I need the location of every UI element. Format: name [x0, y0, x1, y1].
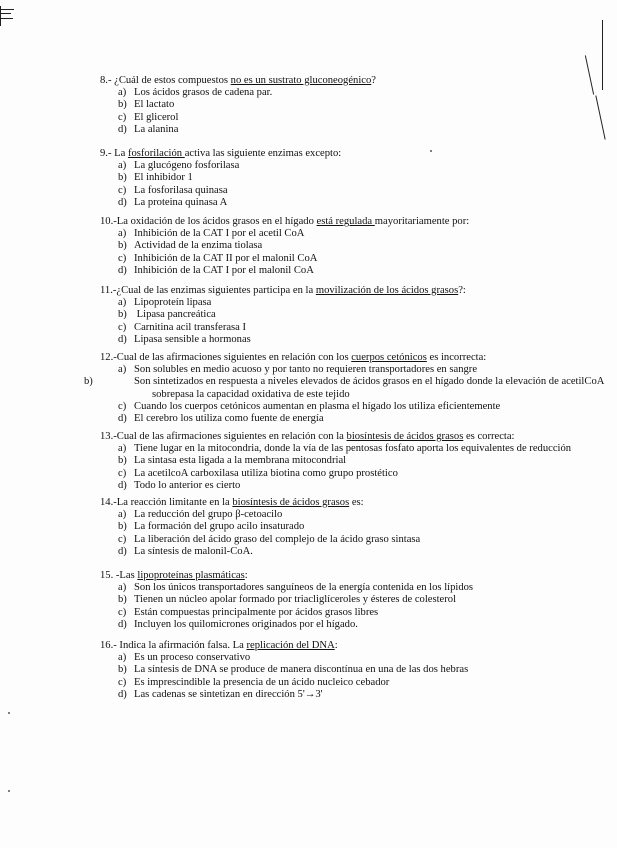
question-text: : — [334, 640, 338, 651]
underlined-keyword: movilización de los ácidos grasos — [315, 285, 459, 296]
option-text: Los ácidos grasos de cadena par. — [134, 87, 273, 99]
answer-option — [100, 521, 600, 533]
answer-option — [84, 376, 612, 400]
answer-option — [100, 112, 600, 124]
question-text: 10.-La oxidación de los ácidos grasos en el hígado — [100, 216, 317, 227]
answer-option — [100, 309, 600, 321]
answer-option — [100, 594, 600, 606]
question-stem — [100, 216, 600, 228]
option-letter: c) — [118, 252, 127, 264]
answer-option — [100, 652, 600, 664]
question-text: : — [244, 570, 248, 581]
answer-option — [100, 364, 600, 376]
option-text: La glucógeno fosforilasa — [134, 160, 240, 172]
answer-option — [100, 197, 600, 209]
option-letter: c) — [118, 467, 127, 479]
option-letter: b) — [118, 172, 127, 184]
answer-option — [100, 401, 600, 413]
option-text: La síntesis de malonil-CoA. — [134, 545, 253, 557]
option-letter: d) — [118, 196, 127, 208]
question-text: activa las siguiente enzimas excepto: — [184, 148, 342, 159]
underlined-keyword: cuerpos cetónicos — [351, 352, 427, 363]
answer-option — [100, 160, 600, 172]
answer-option — [100, 253, 600, 265]
option-text: Lipoproteín lipasa — [134, 297, 212, 309]
option-letter: b) — [118, 455, 127, 467]
option-text: Son los únicos transportadores sanguíneos de la energía contenida en los lípidos — [134, 582, 474, 594]
answer-option — [100, 240, 600, 252]
underlined-keyword: replicación del DNA — [246, 640, 335, 651]
question-12 — [84, 352, 604, 425]
answer-option — [100, 172, 600, 184]
option-text: El lactato — [134, 99, 175, 111]
underlined-keyword: fosforilación — [127, 148, 185, 159]
option-text: Incluyen los quilomicrones originados por el hígado. — [134, 618, 358, 630]
question-text: ? — [371, 75, 376, 86]
option-letter: d) — [118, 688, 127, 700]
option-letter: d) — [118, 413, 127, 425]
option-text: La fosforilasa quinasa — [134, 184, 228, 196]
answer-option — [100, 297, 600, 309]
answer-option — [100, 664, 600, 676]
question-16 — [100, 640, 600, 701]
option-letter: d) — [118, 333, 127, 345]
option-letter: c) — [118, 321, 127, 333]
answer-option — [100, 334, 600, 346]
option-text: La síntesis de DNA se produce de manera discontínua en una de las dos hebras — [134, 664, 469, 676]
option-letter: b) — [118, 594, 127, 606]
question-15 — [100, 570, 600, 631]
question-text: 8.- ¿Cuál de estos compuestos — [100, 75, 231, 86]
question-stem — [100, 285, 600, 297]
question-text: es: — [349, 497, 364, 508]
option-letter: c) — [118, 400, 127, 412]
option-letter: a) — [118, 297, 127, 309]
answer-option — [100, 509, 600, 521]
option-text: La acetilcoA carboxilasa utiliza biotina como grupo prostético — [134, 467, 398, 479]
question-14 — [100, 497, 600, 558]
answer-option — [100, 546, 600, 558]
option-text: La sintasa esta ligada a la membrana mitocondrial — [134, 455, 347, 467]
option-text: El glicerol — [134, 111, 179, 123]
option-letter: a) — [118, 582, 127, 594]
answer-option — [100, 228, 600, 240]
option-text: Inhibición de la CAT I por el malonil CoA — [134, 264, 314, 276]
question-stem — [100, 497, 600, 509]
answer-option — [100, 582, 600, 594]
question-text: 14.-La reacción limitante en la — [100, 497, 233, 508]
underlined-keyword: biosíntesis de ácidos grasos — [232, 497, 350, 508]
option-text: Inhibición de la CAT II por el malonil CoA — [134, 252, 318, 264]
question-text: 13.-Cual de las afirmaciones siguientes en relación con la — [100, 431, 347, 442]
option-text: Inhibición de la CAT I por el acetil CoA — [134, 228, 305, 240]
option-text: La liberación del ácido graso del complejo de la ácido graso sintasa — [134, 533, 421, 545]
option-text: Son solubles en medio acuoso y por tanto no requieren transportadores en sangre — [134, 364, 478, 376]
option-text: Tienen un núcleo apolar formado por triacliglíceroles y ésteres de colesterol — [134, 594, 457, 606]
option-text: La alanina — [134, 123, 179, 135]
option-text: Actividad de la enzima tiolasa — [134, 240, 263, 252]
answer-option — [100, 455, 600, 467]
question-text: 16.- Indica la afirmación falsa. La — [100, 640, 247, 651]
option-letter: b) — [118, 99, 127, 111]
option-letter: a) — [118, 652, 127, 664]
option-text: Cuando los cuerpos cetónicos aumentan en plasma el hígado los utiliza eficientemente — [134, 400, 501, 412]
answer-option — [100, 322, 600, 334]
option-text: Lipasa sensible a hormonas — [134, 333, 251, 345]
answer-option — [100, 619, 600, 631]
option-letter: c) — [118, 533, 127, 545]
option-letter: a) — [118, 87, 127, 99]
underlined-keyword: está regulada — [316, 216, 375, 227]
option-text: Es imprescindible la presencia de un ácido nucleico cebador — [134, 676, 390, 688]
option-text: Son sintetizados en respuesta a niveles elevados de ácidos grasos en el hígado donde la elevación de acetilCoA sobrepasa la capacidad oxidativa de este tejido — [134, 376, 604, 400]
question-11 — [100, 285, 600, 346]
question-text: 15. -Las — [100, 570, 138, 581]
question-8 — [100, 75, 600, 136]
option-text: Carnitina acil transferasa I — [134, 321, 247, 333]
question-stem — [100, 75, 600, 87]
underlined-keyword: no es un sustrato gluconeogénico — [230, 75, 372, 86]
option-letter: b) — [118, 240, 127, 252]
option-text: Es un proceso conservativo — [134, 652, 251, 664]
option-letter: a) — [118, 509, 127, 521]
answer-option — [100, 185, 600, 197]
question-text: 11.-¿Cual de las enzimas siguientes participa en la — [100, 285, 316, 296]
question-stem — [100, 570, 600, 582]
answer-option — [100, 607, 600, 619]
option-text: La formación del grupo acilo insaturado — [134, 521, 305, 533]
question-text: mayoritariamente por: — [374, 216, 470, 227]
option-text: Están compuestas principalmente por ácidos grasos libres — [134, 606, 379, 618]
question-stem — [100, 640, 600, 652]
question-text: ?: — [458, 285, 466, 296]
answer-option — [100, 99, 600, 111]
option-letter: c) — [118, 606, 127, 618]
option-letter: b) — [118, 521, 127, 533]
answer-option — [100, 677, 600, 689]
question-text: 9.- La — [100, 148, 128, 159]
answer-option — [100, 534, 600, 546]
answer-option — [100, 87, 600, 99]
underlined-keyword: biosíntesis de ácidos grasos — [346, 431, 464, 442]
option-letter: a) — [118, 443, 127, 455]
answer-option — [100, 124, 600, 136]
option-text: Lipasa pancreática — [134, 309, 216, 321]
option-text: El inhibidor 1 — [134, 172, 193, 184]
answer-option — [100, 480, 600, 492]
option-letter: c) — [118, 676, 127, 688]
option-text: Las cadenas se sintetizan en dirección 5'→3' — [134, 688, 323, 700]
option-letter: b) — [118, 309, 127, 321]
answer-option — [100, 689, 600, 701]
option-letter: c) — [118, 184, 127, 196]
option-letter: d) — [118, 123, 127, 135]
answer-option — [100, 443, 600, 455]
question-stem — [100, 431, 600, 443]
question-10 — [100, 216, 600, 277]
question-stem — [100, 148, 600, 160]
option-text: La proteina quinasa A — [134, 196, 228, 208]
option-letter: d) — [118, 618, 127, 630]
answer-option — [100, 265, 600, 277]
option-letter: a) — [118, 228, 127, 240]
option-letter: d) — [118, 545, 127, 557]
question-9 — [100, 148, 600, 209]
option-letter: b) — [118, 664, 127, 676]
option-text: Todo lo anterior es cierto — [134, 479, 241, 491]
option-text: El cerebro los utiliza como fuente de energía — [134, 413, 324, 425]
option-text: La reducción del grupo β-cetoacilo — [134, 509, 283, 521]
option-letter: d) — [118, 479, 127, 491]
answer-option — [100, 413, 600, 425]
underlined-keyword: lipoproteínas plasmáticas — [137, 570, 245, 581]
question-text: es incorrecta: — [426, 352, 487, 363]
question-text: es correcta: — [463, 431, 515, 442]
option-letter: d) — [118, 264, 127, 276]
option-letter: a) — [118, 160, 127, 172]
option-letter: b) — [84, 376, 93, 388]
question-stem — [100, 352, 600, 364]
option-letter: c) — [118, 111, 127, 123]
question-13 — [100, 431, 600, 492]
answer-option — [100, 468, 600, 480]
option-text: Tiene lugar en la mitocondria, donde la vía de las pentosas fosfato aporta los equivalentes de reducción — [134, 443, 572, 455]
question-text: 12.-Cual de las afirmaciones siguientes en relación con los — [100, 352, 352, 363]
option-letter: a) — [118, 364, 127, 376]
